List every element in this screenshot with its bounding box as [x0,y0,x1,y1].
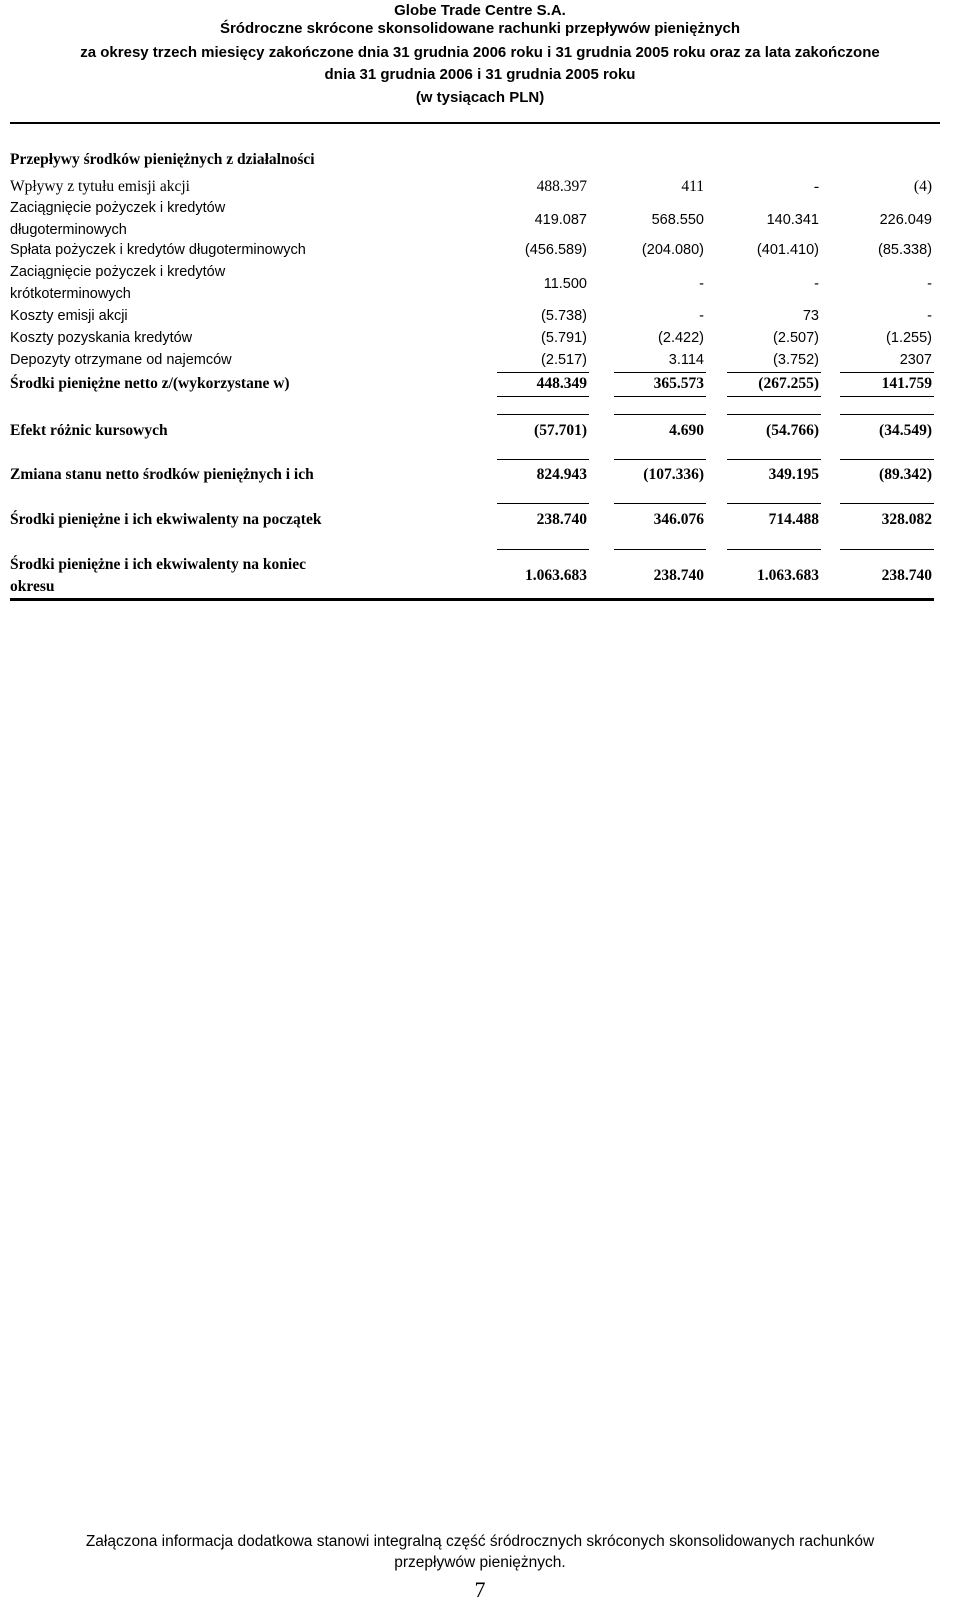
subtotal-rule [614,372,706,373]
subtotal-rule [614,549,706,550]
row-label: Zaciągnięcie pożyczek i kredytów [10,264,226,280]
subtotal-rule [727,549,821,550]
row-label: Zaciągnięcie pożyczek i kredytów [10,200,226,216]
value-cell: (2.507) [773,330,819,346]
closing-double-rule [10,598,934,601]
subtotal-rule [497,549,589,550]
subtotal-rule [727,503,821,504]
value-cell: (5.791) [541,330,587,346]
total-label: Zmiana stanu netto środków pieniężnych i ich [10,466,314,483]
total-row [0,556,960,596]
value-cell: (3.752) [773,352,819,368]
value-cell: (89.342) [879,466,932,483]
row-label: Koszty pozyskania kredytów [10,330,193,346]
statement-title: Śródroczne skrócone skonsolidowane rachunki przepływów pieniężnych [219,20,741,37]
subtotal-rule [614,414,706,415]
page-number: 7 [474,1577,486,1602]
table-row [0,199,960,239]
subtotal-rule [497,503,589,504]
value-cell: 488.397 [536,178,587,195]
value-cell: (401.410) [756,242,819,258]
subtotal-rule [840,503,934,504]
unit-label: (w tysiącach PLN) [415,89,545,106]
period-line-1: za okresy trzech miesięcy zakończone dnia 31 grudnia 2006 roku i 31 grudnia 2005 roku oraz za lata zakończone [80,44,880,61]
subtotal-rule [840,459,934,460]
value-cell: 824.943 [536,466,587,483]
row-label-continuation: długoterminowych [10,222,127,238]
subtotal-rule [727,372,821,373]
subtotal-rule [614,503,706,504]
value-cell: (57.701) [534,422,587,439]
total-label: Efekt różnic kursowych [10,422,168,439]
value-cell: (85.338) [877,242,932,258]
value-cell: - [814,276,819,292]
value-cell: (107.336) [643,466,704,483]
value-cell: (204.080) [641,242,704,258]
row-label: Depozyty otrzymane od najemców [10,352,232,368]
header-rule [10,122,940,124]
company-name: Globe Trade Centre S.A. [394,2,566,19]
subtotal-rule [727,459,821,460]
footer-note-line-1: Załączona informacja dodatkowa stanowi integralną część śródrocznych skróconych skonsolidowanych rachunków [85,1533,875,1550]
row-label-continuation: krótkoterminowych [10,286,131,302]
subtotal-rule [497,372,589,373]
value-cell: - [927,276,932,292]
value-cell: 1.063.683 [525,567,587,584]
value-cell: (1.255) [886,330,932,346]
footer-note-line-2: przepływów pieniężnych. [394,1554,566,1571]
value-cell: 1.063.683 [757,567,819,584]
total-rule [614,396,706,397]
value-cell: (2.422) [658,330,704,346]
value-cell: 2307 [899,352,932,368]
subtotal-rule [497,459,589,460]
value-cell: 140.341 [766,212,819,228]
value-cell: 411 [681,178,704,195]
value-cell: (4) [913,178,932,195]
subtotal-rule [727,414,821,415]
total-label: Środki pieniężne netto z/(wykorzystane w) [10,375,290,392]
row-label: Wpływy z tytułu emisji akcji [10,178,190,195]
value-cell: 238.740 [653,567,704,584]
subtotal-rule [840,414,934,415]
value-cell: 448.349 [536,375,587,392]
value-cell: 419.087 [534,212,587,228]
table-row [0,263,960,303]
value-cell: 328.082 [881,511,932,528]
subtotal-rule [497,414,589,415]
value-cell: (5.738) [541,308,587,324]
total-rule [497,396,589,397]
subtotal-rule [840,549,934,550]
row-label: Spłata pożyczek i kredytów długoterminowych [10,242,306,258]
value-cell: 568.550 [651,212,704,228]
value-cell: 226.049 [879,212,932,228]
total-label: Środki pieniężne i ich ekwiwalenty na koniec [10,556,306,573]
value-cell: 11.500 [543,276,587,292]
value-cell: 238.740 [536,511,587,528]
value-cell: 349.195 [768,466,819,483]
value-cell: 365.573 [653,375,704,392]
value-cell: 141.759 [881,375,932,392]
value-cell: 714.488 [768,511,819,528]
value-cell: - [927,308,932,324]
total-label: Środki pieniężne i ich ekwiwalenty na początek [10,511,322,528]
subtotal-rule [840,372,934,373]
value-cell: - [699,308,704,324]
value-cell: (267.255) [758,375,819,392]
value-cell: 3.114 [668,352,704,368]
value-cell: (34.549) [879,422,932,439]
value-cell: (456.589) [524,242,587,258]
row-label: Koszty emisji akcji [10,308,128,324]
value-cell: 4.690 [669,422,704,439]
total-rule [727,396,821,397]
total-label-continuation: okresu [10,578,55,595]
total-rule [840,396,934,397]
period-line-2: dnia 31 grudnia 2006 i 31 grudnia 2005 roku [324,66,636,83]
value-cell: (2.517) [541,352,587,368]
section-title: Przepływy środków pieniężnych z działalności [10,151,315,168]
value-cell: 346.076 [653,511,704,528]
value-cell: 238.740 [881,567,932,584]
subtotal-rule [614,459,706,460]
value-cell: (54.766) [766,422,819,439]
value-cell: - [813,178,819,195]
value-cell: - [699,276,704,292]
value-cell: 73 [802,308,819,324]
